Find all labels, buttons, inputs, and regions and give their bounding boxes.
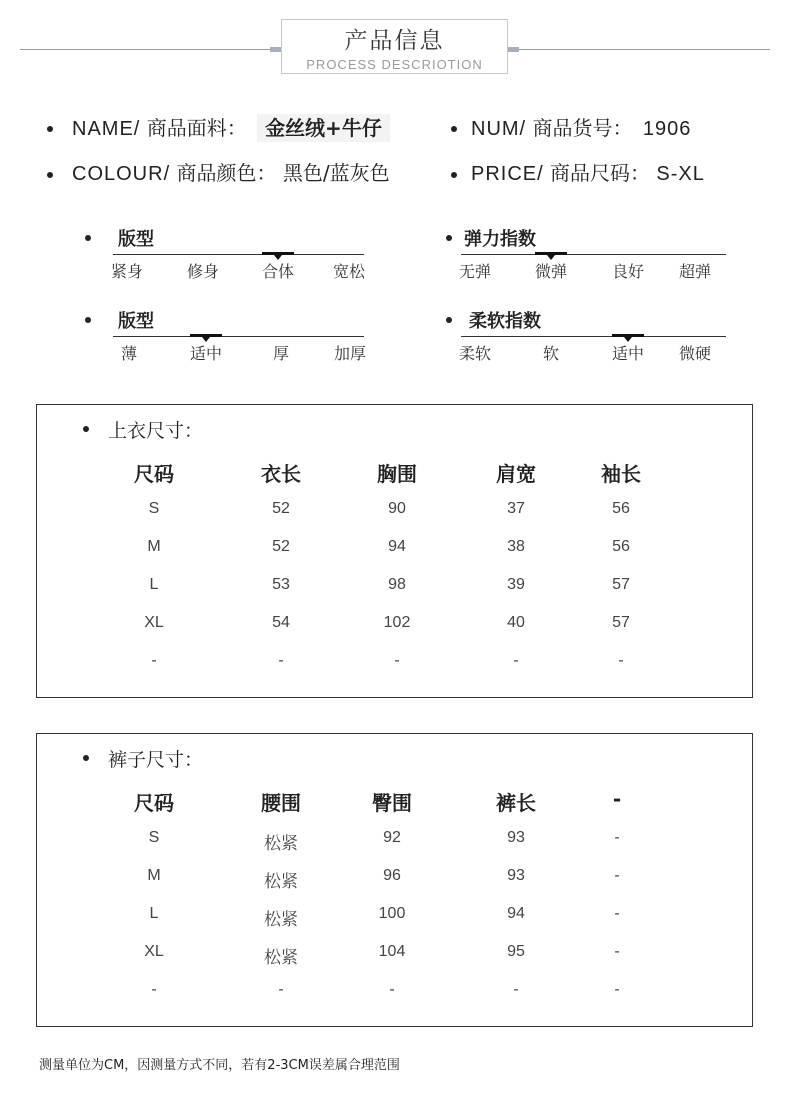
- table-cell: -: [614, 867, 620, 884]
- info-price-en: PRICE/: [471, 163, 544, 185]
- table-cell: 56: [612, 500, 630, 517]
- bullet: [83, 426, 89, 432]
- bullet: [451, 126, 457, 132]
- column-header: 腰围: [261, 791, 301, 815]
- table-cell: XL: [144, 943, 164, 960]
- table-cell: -: [151, 652, 157, 669]
- info-num-cn: 商品货号：: [532, 116, 633, 140]
- info-colour-en: COLOUR/: [72, 163, 171, 185]
- table-cell: 102: [383, 614, 411, 631]
- table-cell: 52: [272, 538, 290, 555]
- scale-selected-arrow: [547, 255, 555, 260]
- table-cell: 96: [383, 867, 401, 884]
- table-cell: -: [513, 652, 519, 669]
- table-cell: 39: [507, 576, 525, 593]
- scale-option: 软: [543, 344, 560, 363]
- table-cell: -: [614, 943, 620, 960]
- table-cell: XL: [144, 614, 164, 631]
- info-colour-value: 黑色/蓝灰色: [282, 161, 390, 185]
- table-cell: 92: [383, 829, 401, 846]
- column-header: 袖长: [601, 462, 641, 486]
- column-header: 衣长: [261, 462, 301, 486]
- scale-option-selected: 适中: [612, 344, 645, 363]
- scale-option: 良好: [612, 262, 645, 281]
- table-cell: 松紧: [264, 872, 298, 892]
- bullet: [451, 172, 457, 178]
- table-cell: L: [149, 576, 159, 593]
- table-cell: 56: [612, 538, 630, 555]
- table-cell: 松紧: [264, 948, 298, 968]
- bullet: [47, 126, 53, 132]
- table-cell: -: [278, 981, 284, 998]
- column-header: -: [612, 787, 622, 811]
- info-num-en: NUM/: [471, 118, 527, 140]
- table-cell: -: [513, 981, 519, 998]
- info-name-value: 金丝绒+牛仔: [257, 114, 390, 142]
- table-cell: 57: [612, 614, 630, 631]
- pants-table-title: 裤子尺寸：: [108, 749, 204, 771]
- table-cell: 95: [507, 943, 525, 960]
- info-name-cn: 商品面料：: [146, 116, 247, 140]
- table-cell: 94: [388, 538, 406, 555]
- table-cell: -: [618, 652, 624, 669]
- info-colour-cn: 商品颜色：: [176, 161, 277, 185]
- scale-option: 薄: [121, 344, 138, 363]
- info-price-value: S-XL: [656, 163, 705, 185]
- table-cell: 松紧: [264, 910, 298, 930]
- scale-option-selected: 微弹: [535, 262, 568, 281]
- table-cell: 90: [388, 500, 406, 517]
- top-table-title: 上衣尺寸：: [108, 420, 204, 442]
- bullet: [83, 755, 89, 761]
- table-cell: 98: [388, 576, 406, 593]
- table-cell: -: [614, 829, 620, 846]
- table-cell: 100: [378, 905, 406, 922]
- scale-option-selected: 适中: [190, 344, 223, 363]
- table-cell: -: [614, 981, 620, 998]
- scale-title: 版型: [118, 229, 154, 250]
- table-cell: 38: [507, 538, 525, 555]
- table-cell: 松紧: [264, 834, 298, 854]
- table-cell: -: [614, 905, 620, 922]
- info-num: [471, 118, 691, 139]
- scale-option: 修身: [187, 262, 220, 281]
- bullet: [446, 235, 452, 241]
- column-header: 肩宽: [496, 462, 536, 486]
- column-header: 尺码: [134, 462, 174, 486]
- scale-option: 厚: [273, 344, 290, 363]
- scale-baseline: [113, 254, 364, 255]
- scale-option-selected: 合体: [262, 262, 295, 281]
- table-cell: 57: [612, 576, 630, 593]
- column-header: 臀围: [372, 791, 412, 815]
- table-cell: 54: [272, 614, 290, 631]
- header-title-box: [281, 19, 508, 74]
- scale-title: 弹力指数: [464, 229, 536, 250]
- scale-baseline: [461, 254, 726, 255]
- table-cell: M: [147, 538, 161, 555]
- measurement-footnote: 测量单位为CM，因测量方式不同，若有2-3CM误差属合理范围: [39, 1058, 400, 1073]
- info-name-en: NAME/: [72, 118, 141, 140]
- table-cell: 93: [507, 829, 525, 846]
- table-cell: M: [147, 867, 161, 884]
- column-header: 尺码: [134, 791, 174, 815]
- table-cell: S: [148, 500, 160, 517]
- table-cell: -: [151, 981, 157, 998]
- scale-option: 超弹: [679, 262, 712, 281]
- scale-selected-arrow: [274, 255, 282, 260]
- scale-option: 紧身: [111, 262, 144, 281]
- info-name: [72, 118, 390, 139]
- table-cell: 37: [507, 500, 525, 517]
- table-cell: 104: [378, 943, 406, 960]
- column-header: 裤长: [496, 791, 536, 815]
- table-cell: L: [149, 905, 159, 922]
- info-price: [471, 163, 705, 184]
- scale-title: 版型: [118, 311, 154, 332]
- scale-selected-arrow: [202, 337, 210, 342]
- table-cell: 53: [272, 576, 290, 593]
- scale-title: 柔软指数: [469, 311, 541, 332]
- scale-selected-arrow: [624, 337, 632, 342]
- bullet: [85, 235, 91, 241]
- header-rule-left: [20, 49, 282, 50]
- info-colour: [72, 163, 390, 184]
- table-cell: 93: [507, 867, 525, 884]
- bullet: [446, 317, 452, 323]
- scale-option: 柔软: [459, 344, 492, 363]
- table-cell: -: [394, 652, 400, 669]
- page-title: 产品信息: [344, 28, 445, 54]
- table-cell: 94: [507, 905, 525, 922]
- scale-baseline: [113, 336, 364, 337]
- info-price-cn: 商品尺码：: [550, 161, 651, 185]
- scale-baseline: [461, 336, 726, 337]
- header-rule-right: [508, 49, 770, 50]
- scale-option: 无弹: [459, 262, 492, 281]
- table-cell: 52: [272, 500, 290, 517]
- page-subtitle: PROCESS DESCRIOTION: [306, 57, 483, 72]
- column-header: 胸围: [377, 462, 417, 486]
- scale-option: 宽松: [333, 262, 366, 281]
- table-cell: 40: [507, 614, 525, 631]
- table-cell: -: [278, 652, 284, 669]
- bullet: [47, 172, 53, 178]
- scale-option: 加厚: [334, 344, 367, 363]
- table-cell: S: [148, 829, 160, 846]
- table-cell: -: [389, 981, 395, 998]
- bullet: [85, 317, 91, 323]
- info-num-value: 1906: [642, 118, 692, 140]
- scale-option: 微硬: [679, 344, 712, 363]
